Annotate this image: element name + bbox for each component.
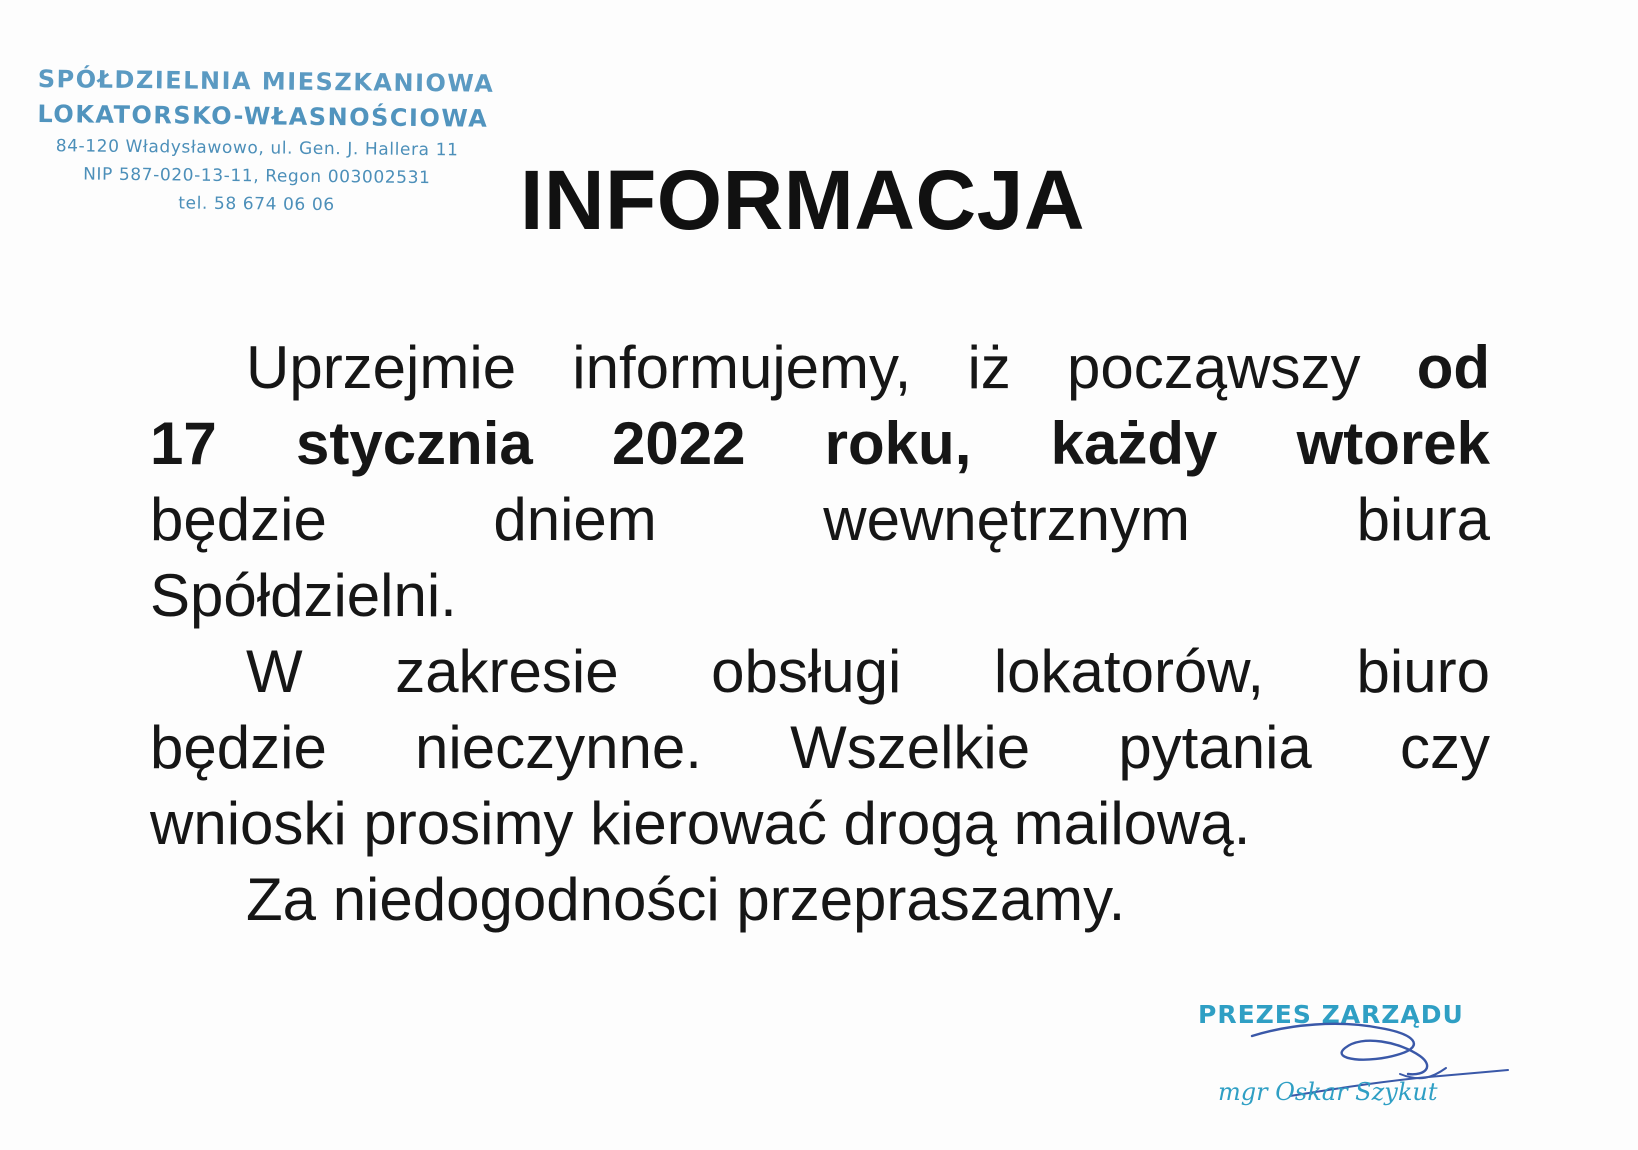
signature-stamp-name: mgr Oskar Szykut (1218, 1078, 1438, 1106)
word-bold: od (1416, 334, 1490, 401)
word-bold: 17 (150, 410, 217, 477)
word: zakresie (395, 638, 619, 705)
word: będzie (150, 714, 327, 781)
body-line (150, 482, 1490, 558)
document-title: INFORMACJA (520, 153, 1085, 247)
word: Spółdzielni. (150, 562, 457, 629)
word: W (246, 638, 303, 705)
stamp-address: 84-120 Władysławowo, ul. Gen. J. Hallera 11 (55, 136, 459, 161)
word: począwszy (1067, 334, 1361, 401)
word: będzie (150, 486, 327, 553)
word: dniem (493, 486, 657, 553)
body-line (150, 330, 1490, 406)
word: Wszelkie (790, 714, 1031, 781)
word: biura (1356, 486, 1490, 553)
word: wewnętrznym (823, 486, 1191, 553)
word-bold: każdy (1050, 410, 1218, 477)
body-line (150, 634, 1490, 710)
body-line (150, 862, 1490, 938)
word-bold: roku, (824, 410, 972, 477)
body-line (150, 786, 1490, 862)
word-bold: stycznia (295, 410, 533, 477)
word: obsługi (711, 638, 902, 705)
word: wnioski prosimy kierować drogą mailową. (150, 790, 1251, 857)
body-line (150, 710, 1490, 786)
stamp-company-type: LOKATORSKO-WŁASNOŚCIOWA (37, 99, 489, 133)
word-bold: wtorek (1296, 410, 1490, 477)
stamp-company-name: SPÓŁDZIELNIA MIESZKANIOWA (37, 64, 495, 98)
signature-stamp-title: PREZES ZARZĄDU (1198, 1000, 1464, 1029)
word: biuro (1356, 638, 1490, 705)
word-bold: 2022 (611, 410, 746, 477)
word: iż (967, 334, 1011, 401)
word: lokatorów, (993, 638, 1264, 705)
stamp-nip-regon: NIP 587-020-13-11, Regon 003002531 (83, 164, 431, 189)
word: czy (1400, 714, 1490, 781)
word: pytania (1118, 714, 1312, 781)
body-line (150, 406, 1490, 482)
body-line (150, 558, 1490, 634)
company-stamp (36, 62, 495, 221)
closing-sentence: Za niedogodności przepraszamy. (246, 866, 1126, 933)
word: informujemy, (572, 334, 912, 401)
word: Uprzejmie (246, 334, 517, 401)
stamp-phone: tel. 58 674 06 06 (178, 193, 335, 216)
document-body (150, 330, 1490, 938)
word: nieczynne. (415, 714, 702, 781)
